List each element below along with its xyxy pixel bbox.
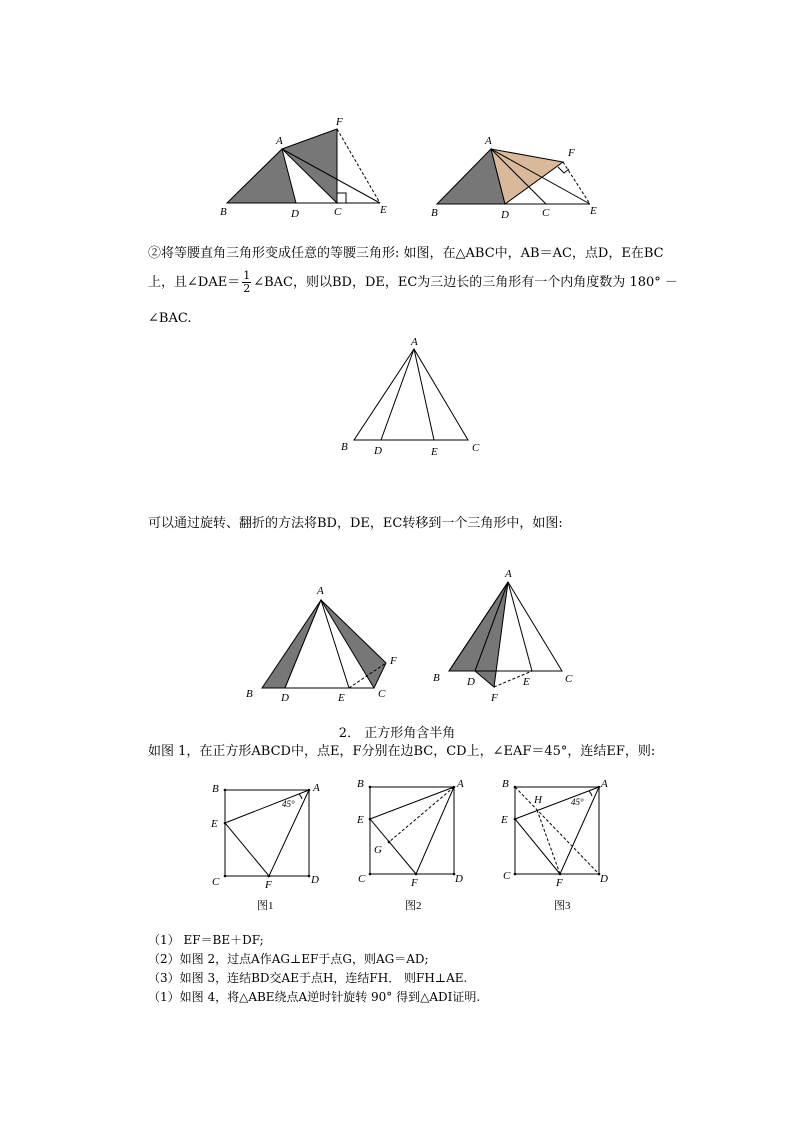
label-angle: 45°: [282, 799, 295, 809]
vertex-dot: [369, 786, 372, 789]
label-e: E: [431, 446, 438, 458]
fraction-numerator: 1: [243, 269, 251, 282]
label-d: D: [455, 873, 463, 885]
vertex-dot: [224, 822, 227, 825]
label-c: C: [503, 870, 511, 882]
segment-ae: [414, 349, 434, 440]
section-title: 2． 正方形角含半角: [338, 726, 456, 741]
label-b: B: [357, 778, 364, 790]
label-c: C: [565, 673, 573, 685]
label-b: B: [341, 441, 348, 453]
caption-fig1: 图1: [257, 900, 274, 912]
vertex-dot: [224, 875, 227, 878]
label-d: D: [291, 208, 299, 220]
label-f: F: [491, 692, 498, 704]
figure-rotation-right: [425, 130, 615, 225]
label-e: E: [590, 205, 597, 217]
vertex-dot: [514, 873, 517, 876]
label-b: B: [220, 206, 227, 218]
label-d: D: [281, 692, 289, 704]
label-b: B: [433, 672, 440, 684]
label-e: E: [211, 818, 218, 830]
list-item: （1）如图 4，将△ABE绕点A逆时针旋转 90° 得到△ADI证明.: [148, 990, 481, 1004]
caption-fig2: 图2: [405, 900, 422, 912]
label-a: A: [457, 778, 464, 790]
figure-isosceles-rotation-left: [240, 580, 410, 705]
label-c: C: [472, 442, 480, 454]
triangle-aef: [225, 790, 309, 876]
caption-fig3: 图3: [554, 900, 571, 912]
paragraph-isosceles-line2: [148, 270, 678, 295]
list-item: （1） EF＝BE＋DF;: [148, 933, 264, 947]
segment-fh-dashed: [537, 810, 560, 874]
label-d: D: [501, 209, 509, 221]
label-e: E: [523, 676, 530, 688]
label-f: F: [390, 655, 397, 667]
figure-isosceles-fold-right: [425, 565, 585, 705]
label-d: D: [374, 445, 382, 457]
label-b: B: [212, 783, 219, 795]
figure-square-2: [350, 775, 475, 915]
vertex-dot: [514, 818, 517, 821]
label-h: H: [534, 794, 542, 806]
vertex-dot: [308, 875, 311, 878]
segment-ae: [508, 582, 532, 671]
label-b: B: [431, 207, 438, 219]
label-a: A: [276, 135, 283, 147]
label-c: C: [334, 206, 342, 218]
label-a: A: [313, 782, 320, 794]
label-e: E: [380, 204, 387, 216]
paragraph-isosceles-line1: ②将等腰直角三角形变成任意的等腰三角形: 如图，在△ABC中，AB＝AC，点D，E在BC: [148, 246, 664, 261]
triangle-aef: [370, 787, 454, 874]
list-item: （2）如图 2，过点A作AG⊥EF于点G，则AG＝AD;: [148, 952, 429, 966]
label-a: A: [485, 135, 492, 147]
vertex-dot: [224, 789, 227, 792]
label-f: F: [568, 147, 575, 159]
label-d: D: [600, 873, 608, 885]
segment-ef-dashed: [563, 162, 590, 204]
label-c: C: [358, 873, 366, 885]
figure-rotation-left: [210, 112, 400, 222]
label-d: D: [311, 874, 319, 886]
figure-square-3: [495, 775, 620, 915]
label-a: A: [317, 585, 324, 597]
segment-ag-dashed: [389, 787, 454, 842]
fraction-one-half: [242, 270, 251, 295]
label-a: A: [601, 778, 608, 790]
segment-fe-dashed: [337, 129, 380, 203]
label-d: D: [467, 676, 475, 688]
segment-ad: [381, 349, 414, 440]
label-c: C: [542, 207, 550, 219]
paragraph-square-intro: 如图 1，在正方形ABCD中，点E，F分别在边BC，CD上，∠EAF＝45°，连结EF，则:: [148, 744, 656, 759]
vertex-dot: [308, 789, 311, 792]
text-segment: 上，且∠DAE＝: [148, 275, 241, 290]
square-abcd: [225, 790, 309, 876]
label-e: E: [357, 814, 364, 826]
paragraph-isosceles-line3: ∠BAC.: [148, 311, 192, 326]
conclusions-list: [148, 931, 480, 1007]
label-e: E: [501, 814, 508, 826]
label-g: G: [374, 844, 382, 856]
right-angle-mark: [337, 193, 346, 203]
paragraph-transfer: 可以通过旋转、翻折的方法将BD，DE，EC转移到一个三角形中，如图:: [148, 516, 563, 531]
segment-bd-dashed: [515, 787, 599, 874]
text-segment: ∠BAC，则以BD，DE，EC为三边长的三角形有一个内角度数为 180° －: [253, 275, 678, 290]
vertex-dot: [268, 875, 271, 878]
label-b: B: [502, 778, 509, 790]
label-c: C: [212, 876, 220, 888]
figure-isosceles-triangle: [330, 332, 490, 460]
label-b: B: [246, 688, 253, 700]
label-f: F: [411, 877, 418, 889]
vertex-dot: [388, 841, 391, 844]
triangle-abc: [354, 349, 468, 440]
square-abcd: [370, 787, 454, 874]
figure-square-1: [205, 775, 330, 915]
shaded-triangle-abd: [227, 149, 296, 203]
label-f: F: [556, 877, 563, 889]
label-f: F: [265, 879, 272, 891]
list-item: （3）如图 3，连结BD交AE于点H，连结FH． 则FH⊥AE.: [148, 971, 468, 985]
label-a: A: [505, 568, 512, 580]
label-e: E: [338, 692, 345, 704]
fraction-denominator: 2: [243, 282, 251, 295]
vertex-dot: [369, 818, 372, 821]
label-angle: 45°: [571, 797, 584, 807]
vertex-dot: [415, 873, 418, 876]
label-f: F: [336, 116, 343, 128]
angle-arc: [589, 791, 592, 796]
vertex-dot: [453, 786, 456, 789]
label-a: A: [411, 336, 418, 348]
vertex-dot: [514, 786, 517, 789]
vertex-dot: [559, 873, 562, 876]
label-c: C: [378, 688, 386, 700]
vertex-dot: [598, 786, 601, 789]
vertex-dot: [369, 873, 372, 876]
angle-arc: [299, 794, 302, 799]
